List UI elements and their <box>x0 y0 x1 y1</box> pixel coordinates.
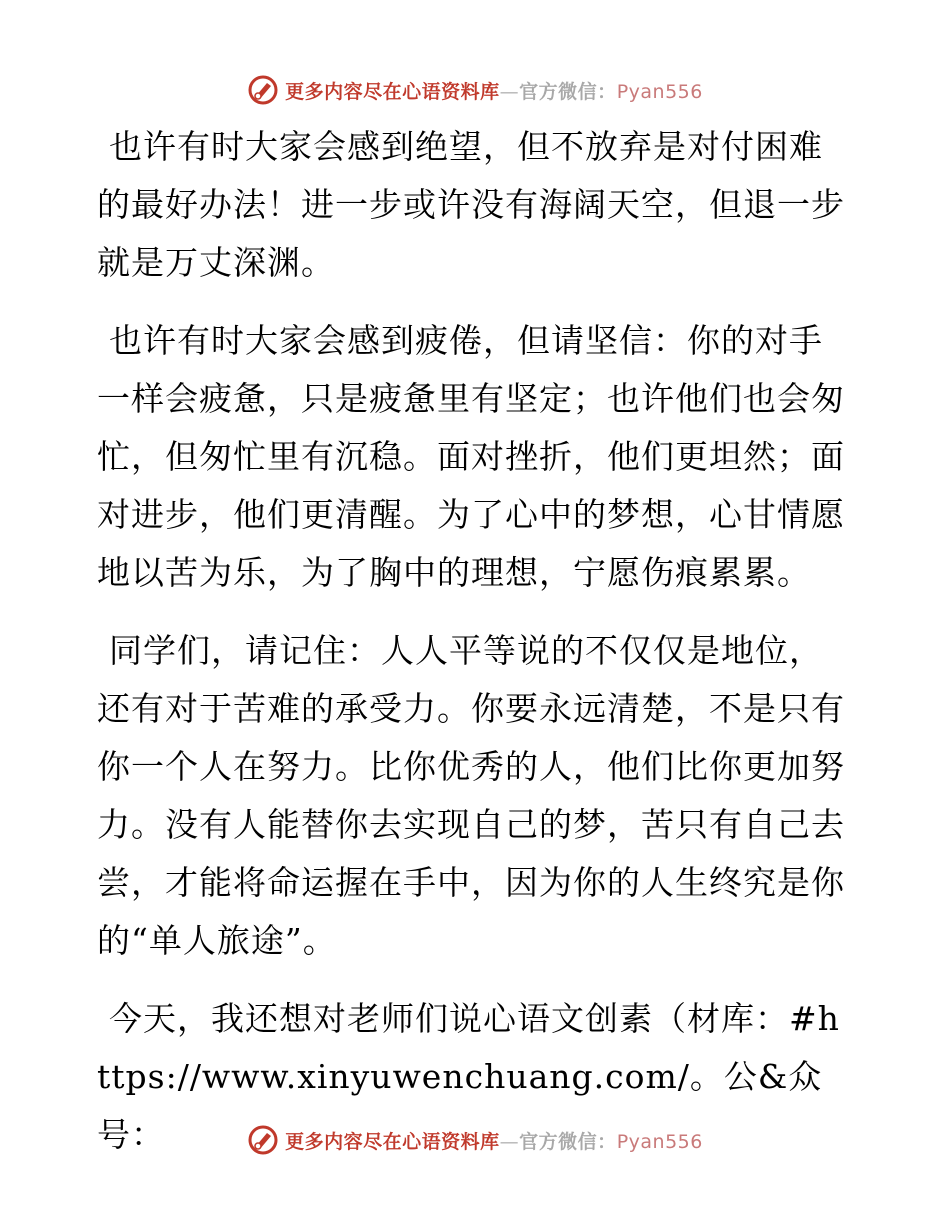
banner-dash: — <box>499 80 520 103</box>
footer-watermark-banner <box>0 1120 950 1160</box>
banner-text <box>285 1127 703 1154</box>
paragraph <box>97 312 849 602</box>
document-body <box>97 118 849 1184</box>
banner-text <box>285 77 703 104</box>
paragraph-text: 也许有时大家会感到绝望，但不放弃是对付困难的最好办法！进一步或许没有海阔天空，但退一步就是万丈深渊。 <box>97 127 845 282</box>
paragraph <box>97 622 849 970</box>
header-watermark-banner <box>0 70 950 110</box>
paragraph-text: 也许有时大家会感到疲倦，但请坚信：你的对手一样会疲惫，只是疲惫里有坚定；也许他们也会匆忙，但匆忙里有沉稳。面对挫折，他们更坦然；面对进步，他们更清醒。为了心中的梦想，心甘情愿地以苦为乐，为了胸中的理想，宁愿伤痕累累。 <box>97 321 845 592</box>
banner-wechat-label: 官方微信： <box>519 1130 617 1153</box>
banner-main-text: 更多内容尽在心语资料库 <box>285 1130 500 1153</box>
banner-wechat-id: Pyan556 <box>616 1130 703 1153</box>
paragraph-text: 今天，我还想对老师们说心语文创素（材库：#https://www.xinyuwenchuang.com/。公&众号： <box>97 999 840 1154</box>
logo-icon <box>247 1124 279 1156</box>
logo-icon <box>247 74 279 106</box>
banner-wechat-id: Pyan556 <box>616 80 703 103</box>
banner-main-text: 更多内容尽在心语资料库 <box>285 80 500 103</box>
banner-wechat-label: 官方微信： <box>519 80 617 103</box>
banner-dash: — <box>499 1130 520 1153</box>
paragraph-text: 同学们，请记住：人人平等说的不仅仅是地位，还有对于苦难的承受力。你要永远清楚，不是只有你一个人在努力。比你优秀的人，他们比你更加努力。没有人能替你去实现自己的梦，苦只有自己去尝，才能将命运握在手中，因为你的人生终究是你的“单人旅途”。 <box>97 631 845 960</box>
paragraph <box>97 118 849 292</box>
